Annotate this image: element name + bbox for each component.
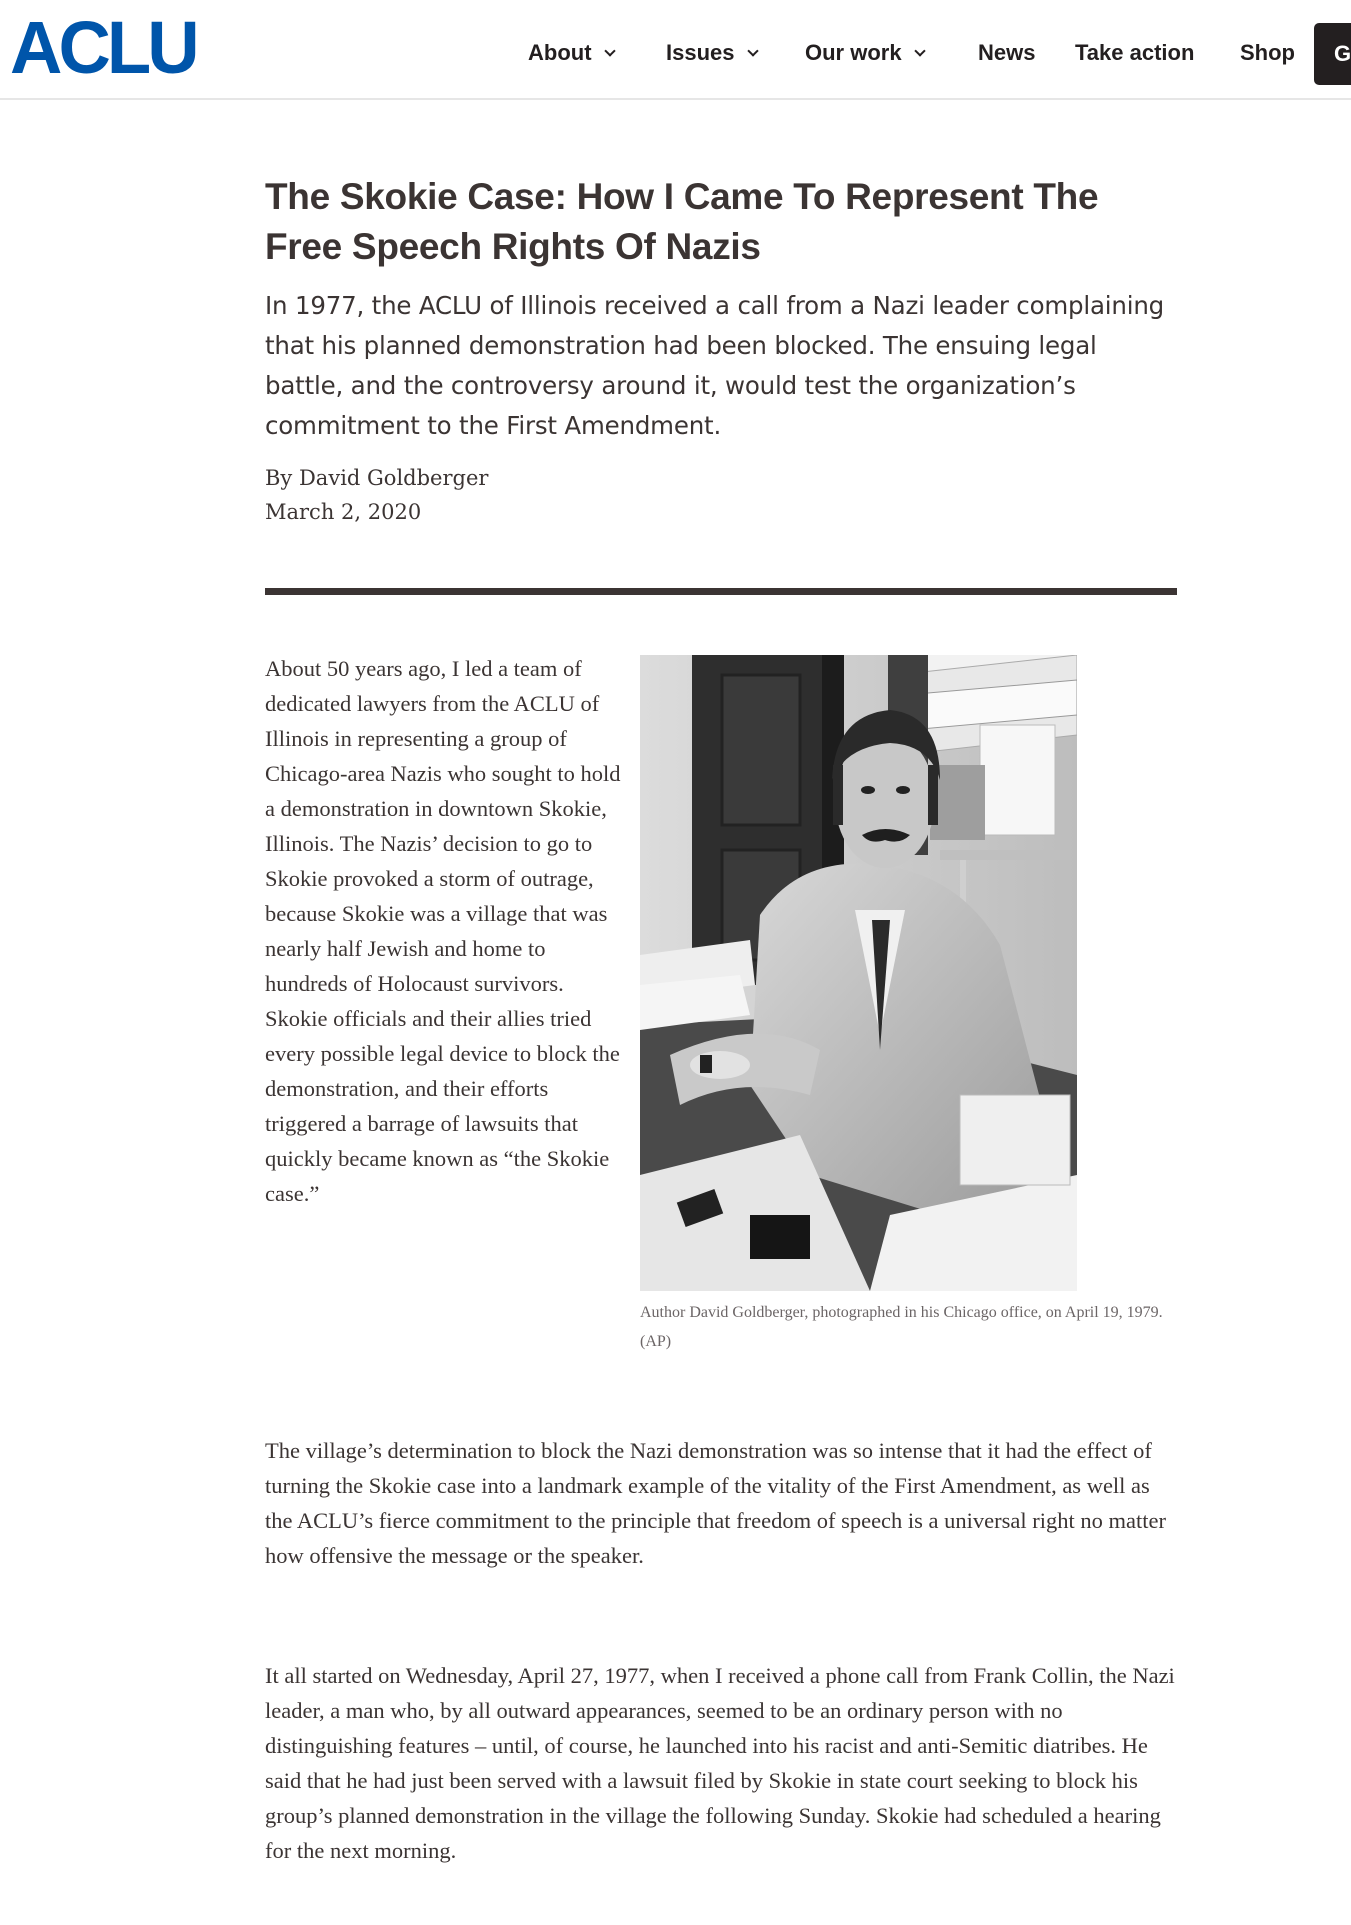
nav-our-work-label: Our work xyxy=(805,40,902,65)
chevron-down-icon xyxy=(747,45,758,56)
body-paragraph: The village’s determination to block the Nazi demonstration was so intense that it had the effect of turning the Skokie case into a landmark example of the vitality of the First Amendment, as well as the ACLU’s fierce commitment to the principle that freedom of speech is a universal right no matter how offensive the message or the speaker. xyxy=(265,1438,1166,1568)
nav-shop-label: Shop xyxy=(1240,40,1295,65)
byline: By David Goldberger xyxy=(265,466,489,490)
cta-button[interactable]: G xyxy=(1314,23,1351,85)
nav-our-work[interactable] xyxy=(805,38,924,68)
intro-paragraph: About 50 years ago, I led a team of dedicated lawyers from the ACLU of Illinois in representing a group of Chicago-area Nazis who sought to hold a demonstration in downtown Skokie, Illinois. The Nazis’ decision to go to Skokie provoked a storm of outrage, because Skokie was a village that was nearly half Jewish and home to hundreds of Holocaust survivors. Skokie officials and their allies tried every possible legal device to block the demonstration, and their efforts triggered a barrage of lawsuits that quickly became known as “the Skokie case.” xyxy=(265,656,621,1206)
nav-issues[interactable] xyxy=(666,38,757,68)
main-nav xyxy=(0,0,1351,100)
nav-take-action-label: Take action xyxy=(1075,40,1195,65)
nav-news[interactable] xyxy=(978,38,1035,68)
chevron-down-icon xyxy=(604,45,615,56)
aclu-logo[interactable]: ACLU xyxy=(10,6,196,89)
nav-take-action[interactable] xyxy=(1075,38,1194,68)
chevron-down-icon xyxy=(914,45,925,56)
nav-issues-label: Issues xyxy=(666,40,735,65)
article-subtitle: In 1977, the ACLU of Illinois received a call from a Nazi leader complaining that his planned demonstration had been blocked. The ensuing legal battle, and the controversy around it, would test the organization’s commitment to the First Amendment. xyxy=(265,291,1165,440)
divider-rule xyxy=(265,588,1177,595)
nav-about-label: About xyxy=(528,40,592,65)
site-header xyxy=(0,0,1351,100)
nav-shop[interactable] xyxy=(1240,38,1295,68)
publish-date: March 2, 2020 xyxy=(265,500,422,524)
author-photo xyxy=(640,655,1077,1291)
nav-news-label: News xyxy=(978,40,1036,65)
body-paragraph: It all started on Wednesday, April 27, 1977, when I received a phone call from Frank Collin, the Nazi leader, a man who, by all outward appearances, seemed to be an ordinary person with no distinguishing features – until, of course, he launched into his racist and anti-Semitic diatribes. He said that he had just been served with a lawsuit filed by Skokie in state court seeking to block his group’s planned demonstration in the village the following Sunday. Skokie had scheduled a hearing for the next morning. xyxy=(265,1663,1175,1863)
nav-about[interactable] xyxy=(528,38,614,68)
photo-caption: Author David Goldberger, photographed in his Chicago office, on April 19, 1979. (AP) xyxy=(640,1304,1163,1350)
article-title: The Skokie Case: How I Came To Represent The Free Speech Rights Of Nazis xyxy=(265,176,1099,267)
photo-illustration xyxy=(640,655,1077,1291)
